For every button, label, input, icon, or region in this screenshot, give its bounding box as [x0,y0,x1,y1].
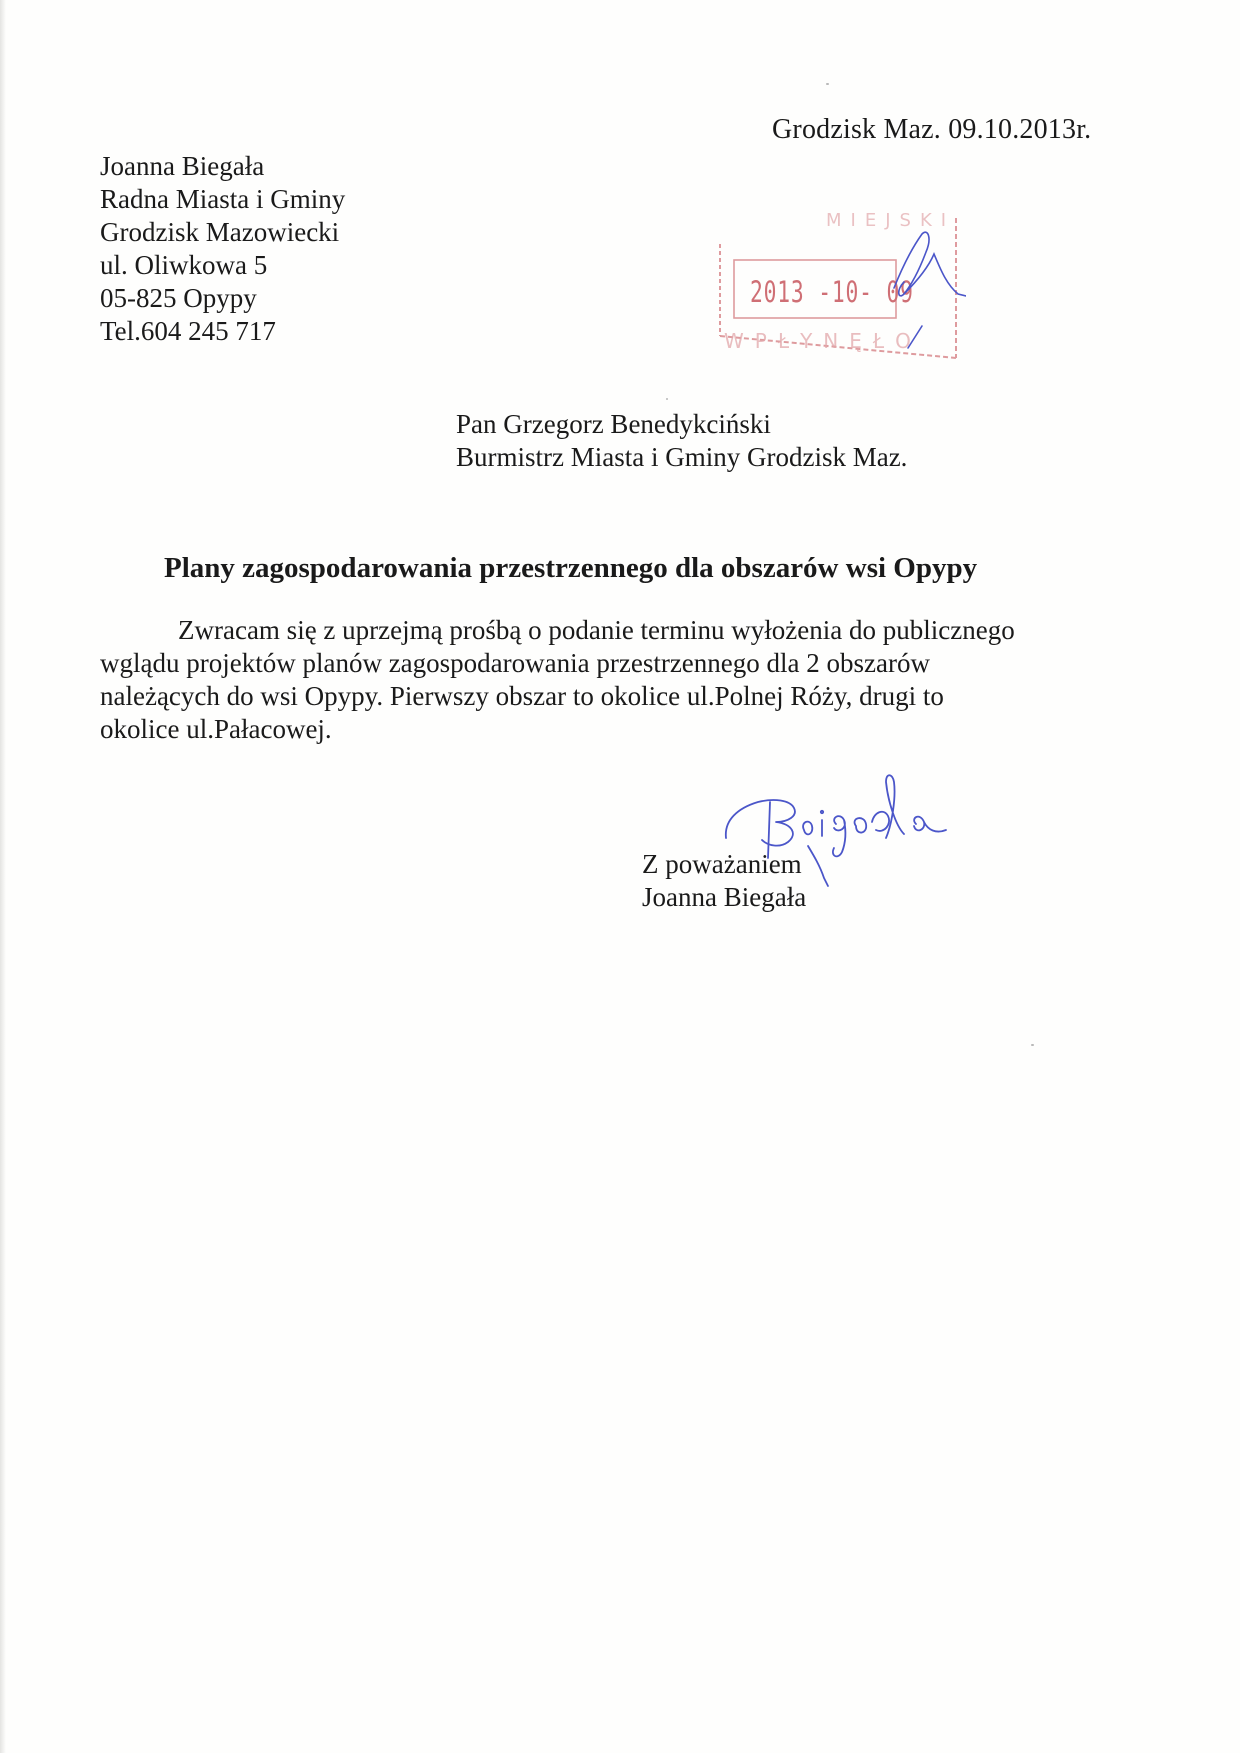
received-stamp [676,198,966,368]
letter-subject: Plany zagospodarowania przestrzennego dla obszarów wsi Opypy [164,552,978,584]
recipient-line: Burmistrz Miasta i Gminy Grodzisk Maz. [456,442,908,472]
scan-speck [666,398,668,400]
letter-body [100,614,1015,746]
sender-block [100,150,345,348]
closing-name: Joanna Biegała [642,882,807,912]
sender-line: Radna Miasta i Gminy [100,184,346,214]
closing-block [642,848,806,914]
sender-line: 05-825 Opypy [100,283,257,313]
body-line: należących do wsi Opypy. Pierwszy obszar to okolice ul.Polnej Róży, drugi to [100,681,944,711]
place-and-date: Grodzisk Maz. 09.10.2013r. [772,114,1092,145]
sender-line: ul. Oliwkowa 5 [100,250,268,280]
sender-line: Joanna Biegała [100,151,265,181]
recipient-line: Pan Grzegorz Benedykciński [456,409,771,439]
scan-speck [1031,1044,1034,1046]
recipient-block [456,408,907,474]
closing-greeting: Z poważaniem [642,849,802,879]
sender-line: Tel.604 245 717 [100,316,276,346]
body-line: wglądu projektów planów zagospodarowania przestrzennego dla 2 obszarów [100,648,930,678]
body-line: okolice ul.Pałacowej. [100,714,332,744]
stamp-footer-text: WPŁYNĘŁO [724,329,922,353]
sender-line: Grodzisk Mazowiecki [100,217,340,247]
scan-edge-shadow [0,0,6,1753]
stamp-header-text: MIEJSKI [826,210,956,231]
scan-speck [826,83,829,85]
stamp-date-text: 2013 -10- 09 [750,275,914,310]
body-line: Zwracam się z uprzejmą prośbą o podanie terminu wyłożenia do publicznego [178,615,1015,645]
